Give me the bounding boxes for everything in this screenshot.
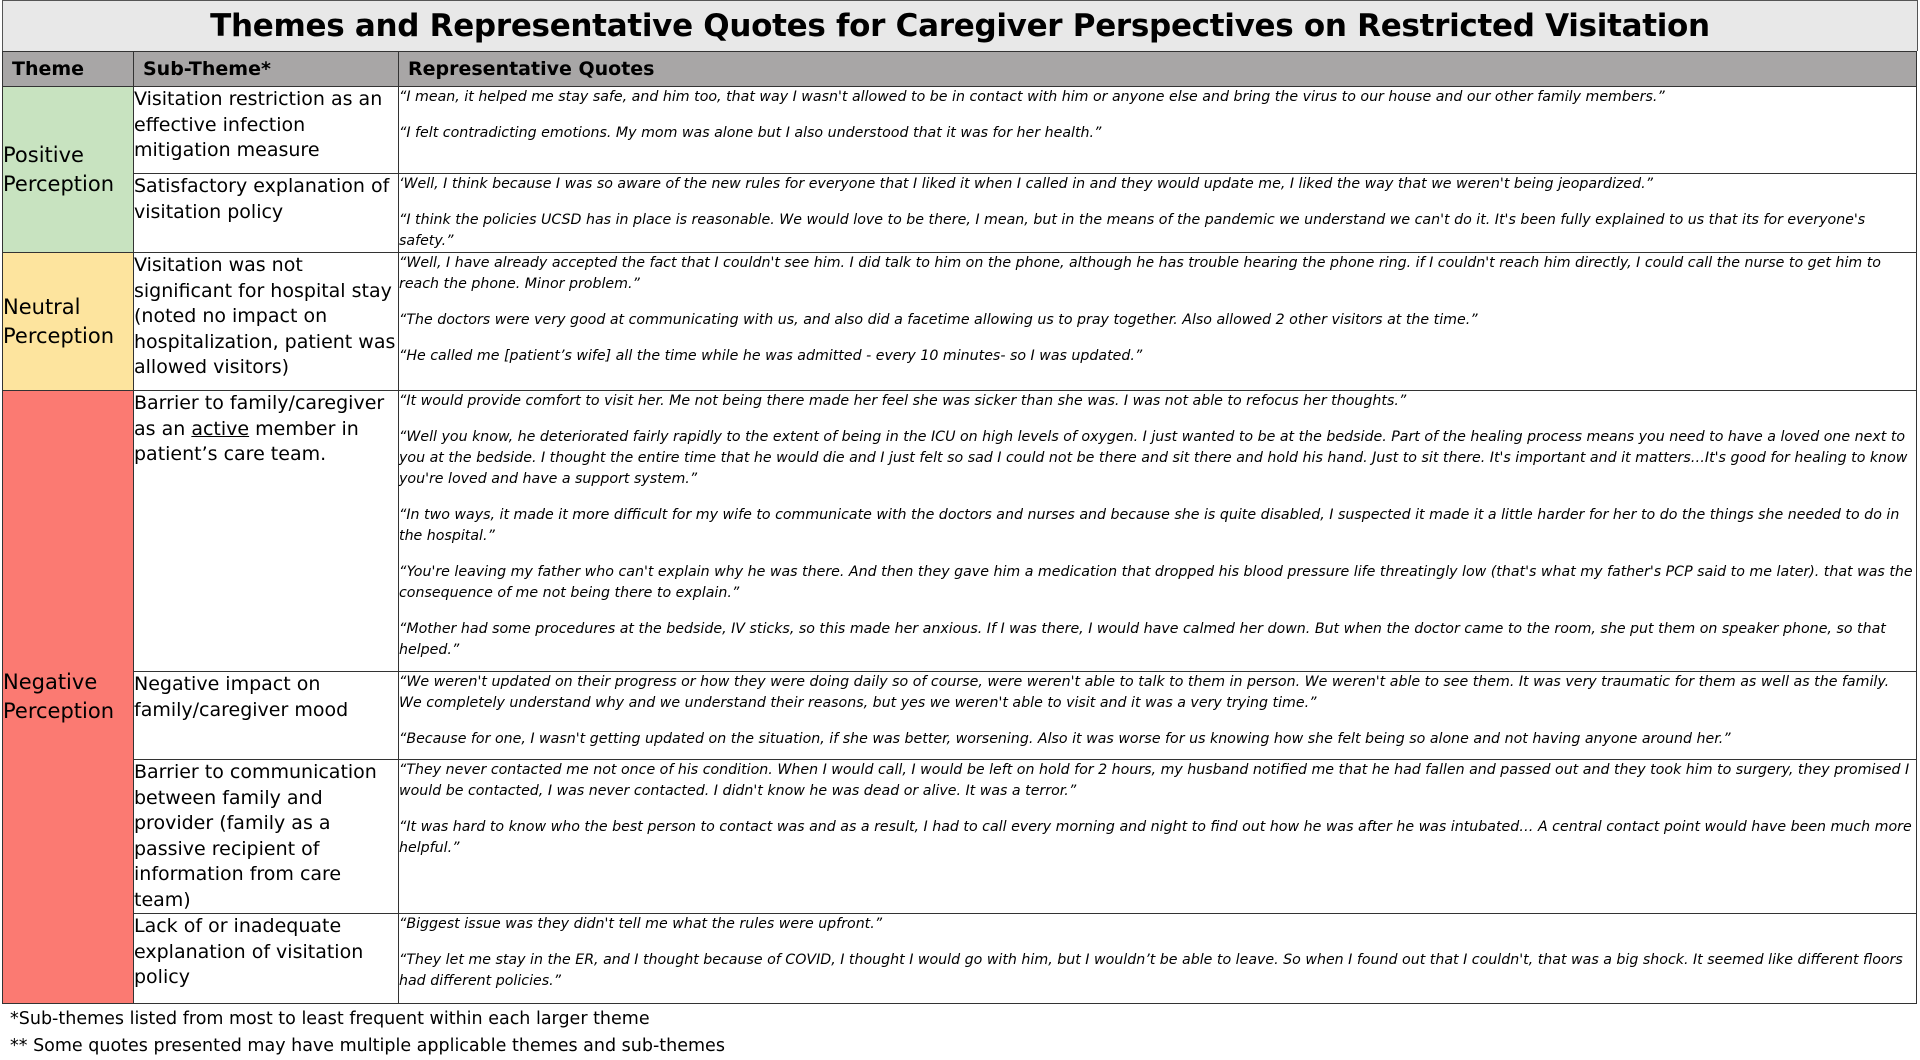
theme-positive: Positive Perception (3, 87, 134, 253)
quote: “It was hard to know who the best person to contact was and as a result, I had to call every morning and night to find out how he was after he was intubated… A central contact point would have been much more helpful.” (399, 819, 1912, 856)
theme-negative: Negative Perception (3, 391, 134, 1004)
sub-theme-cell: Visitation was not significant for hospital stay (noted no impact on hospitalization, patient was allowed visitors) (134, 253, 399, 391)
theme-neutral: Neutral Perception (3, 253, 134, 391)
table-row (3, 914, 1917, 1004)
quotes-cell (399, 253, 1917, 391)
quote: “Well, I have already accepted the fact that I couldn't see him. I did talk to him on the phone, although he has trouble hearing the phone ring. if I couldn't reach him directly, I could call the nurse to get him to reach the phone. Minor problem.” (399, 255, 1881, 292)
quotes-cell (399, 87, 1917, 174)
sub-theme-underlined: active (191, 417, 250, 440)
quote: “The doctors were very good at communicating with us, and also did a facetime allowing us to pray together. Also allowed 2 other visitors at the time.” (399, 312, 1478, 328)
header-quotes: Representative Quotes (399, 52, 1917, 87)
quote: “In two ways, it made it more difficult for my wife to communicate with the doctors and nurses and because she is quite disabled, I suspected it made it a little harder for her to do the things she needed to do in the hospital.” (399, 507, 1900, 544)
quote: “We weren't updated on their progress or how they were doing daily so of course, were weren't able to talk to them in person. We weren't able to see them. It was very traumatic for them as well as the family. We completely understand why and we understand their reasons, but yes we weren't able to visit and it was a very trying time.” (399, 674, 1890, 711)
sub-theme-cell: Satisfactory explanation of visitation policy (134, 174, 399, 253)
quote: “Biggest issue was they didn't tell me what the rules were upfront.” (399, 916, 883, 932)
sub-theme-cell (134, 391, 399, 672)
table-row (3, 760, 1917, 914)
sub-theme-text-before: Barrier to family/caregiver as an (134, 392, 385, 440)
quote: ‘Well, I think because I was so aware of the new rules for everyone that I liked it when I called in and they would update me, I liked the way that we weren't being jeopardized.” (399, 176, 1653, 192)
header-row (3, 52, 1917, 87)
quote: “Mother had some procedures at the bedside, IV sticks, so this made her anxious. If I was there, I would have calmed her down. But when the doctor came to the room, she put them on speaker phone, so that helped.” (399, 621, 1886, 658)
quote: “It would provide comfort to visit her. Me not being there made her feel she was sicker than she was. I was not able to refocus her thoughts.” (399, 393, 1407, 409)
table-row (3, 174, 1917, 253)
quotes-cell (399, 760, 1917, 914)
sub-theme-cell: Barrier to communication between family and provider (family as a passive recipient of information from care team) (134, 760, 399, 914)
themes-table (2, 51, 1917, 1004)
quote: “You're leaving my father who can't explain why he was there. And then they gave him a medication that dropped his blood pressure life threatingly low (that's what my father's PCP said to me later). that was the consequence of me not being there to explain.” (399, 564, 1913, 601)
sub-theme-cell: Negative impact on family/caregiver mood (134, 672, 399, 760)
quote: “I felt contradicting emotions. My mom was alone but I also understood that it was for her health.” (399, 125, 1102, 141)
quote: “Because for one, I wasn't getting updated on the situation, if she was better, worsening. Also it was worse for us knowing how she felt being so alone and not having anyone around her.” (399, 731, 1731, 747)
footnote: *Sub-themes listed from most to least frequent within each larger theme (10, 1009, 650, 1029)
footnotes (10, 1006, 1920, 1060)
quote: “He called me [patient’s wife] all the time while he was admitted - every 10 minutes- so I was updated.” (399, 348, 1143, 364)
table-row (3, 391, 1917, 672)
table-title: Themes and Representative Quotes for Caregiver Perspectives on Restricted Visitation (2, 0, 1918, 51)
header-sub-theme: Sub-Theme* (134, 52, 399, 87)
footnote: ** Some quotes presented may have multiple applicable themes and sub-themes (10, 1036, 725, 1056)
quotes-cell (399, 672, 1917, 760)
quote: “I mean, it helped me stay safe, and him too, that way I wasn't allowed to be in contact with him or anyone else and bring the virus to our house and our other family members.” (399, 89, 1665, 105)
quotes-cell (399, 174, 1917, 253)
quote: “They let me stay in the ER, and I thought because of COVID, I thought I would go with him, but I wouldn’t be able to leave. So when I found out that I couldn't, that was a big shock. It seemed like different floors had different policies.” (399, 952, 1903, 989)
table-row (3, 87, 1917, 174)
quotes-cell (399, 391, 1917, 672)
sub-theme-text-after: member in patient’s care team. (134, 417, 359, 465)
quote: “Well you know, he deteriorated fairly rapidly to the extent of being in the ICU on high levels of oxygen. I just wanted to be at the bedside. Part of the healing process means you need to have a loved one next to you at the bedside. I thought the entire time that he would die and I just felt so sad I could not be there and sit there and hold his hand. Just to sit there. It's important and it matters…It's good for healing to know you're loved and have a support system.” (399, 429, 1908, 487)
quote: “They never contacted me not once of his condition. When I would call, I would be left on hold for 2 hours, my husband notified me that he had fallen and passed out and they took him to surgery, they promised I would be contacted, I was never contacted. I didn't know he was dead or alive. It was a terror.” (399, 762, 1910, 799)
quotes-cell (399, 914, 1917, 1004)
quote: “I think the policies UCSD has in place is reasonable. We would love to be there, I mean, but in the means of the pandemic we understand we can't do it. It's been fully explained to us that its for everyone's safety.” (399, 212, 1866, 249)
header-theme: Theme (3, 52, 134, 87)
sub-theme-cell: Lack of or inadequate explanation of visitation policy (134, 914, 399, 1004)
table-row (3, 253, 1917, 391)
sub-theme-cell: Visitation restriction as an effective infection mitigation measure (134, 87, 399, 174)
table-row (3, 672, 1917, 760)
